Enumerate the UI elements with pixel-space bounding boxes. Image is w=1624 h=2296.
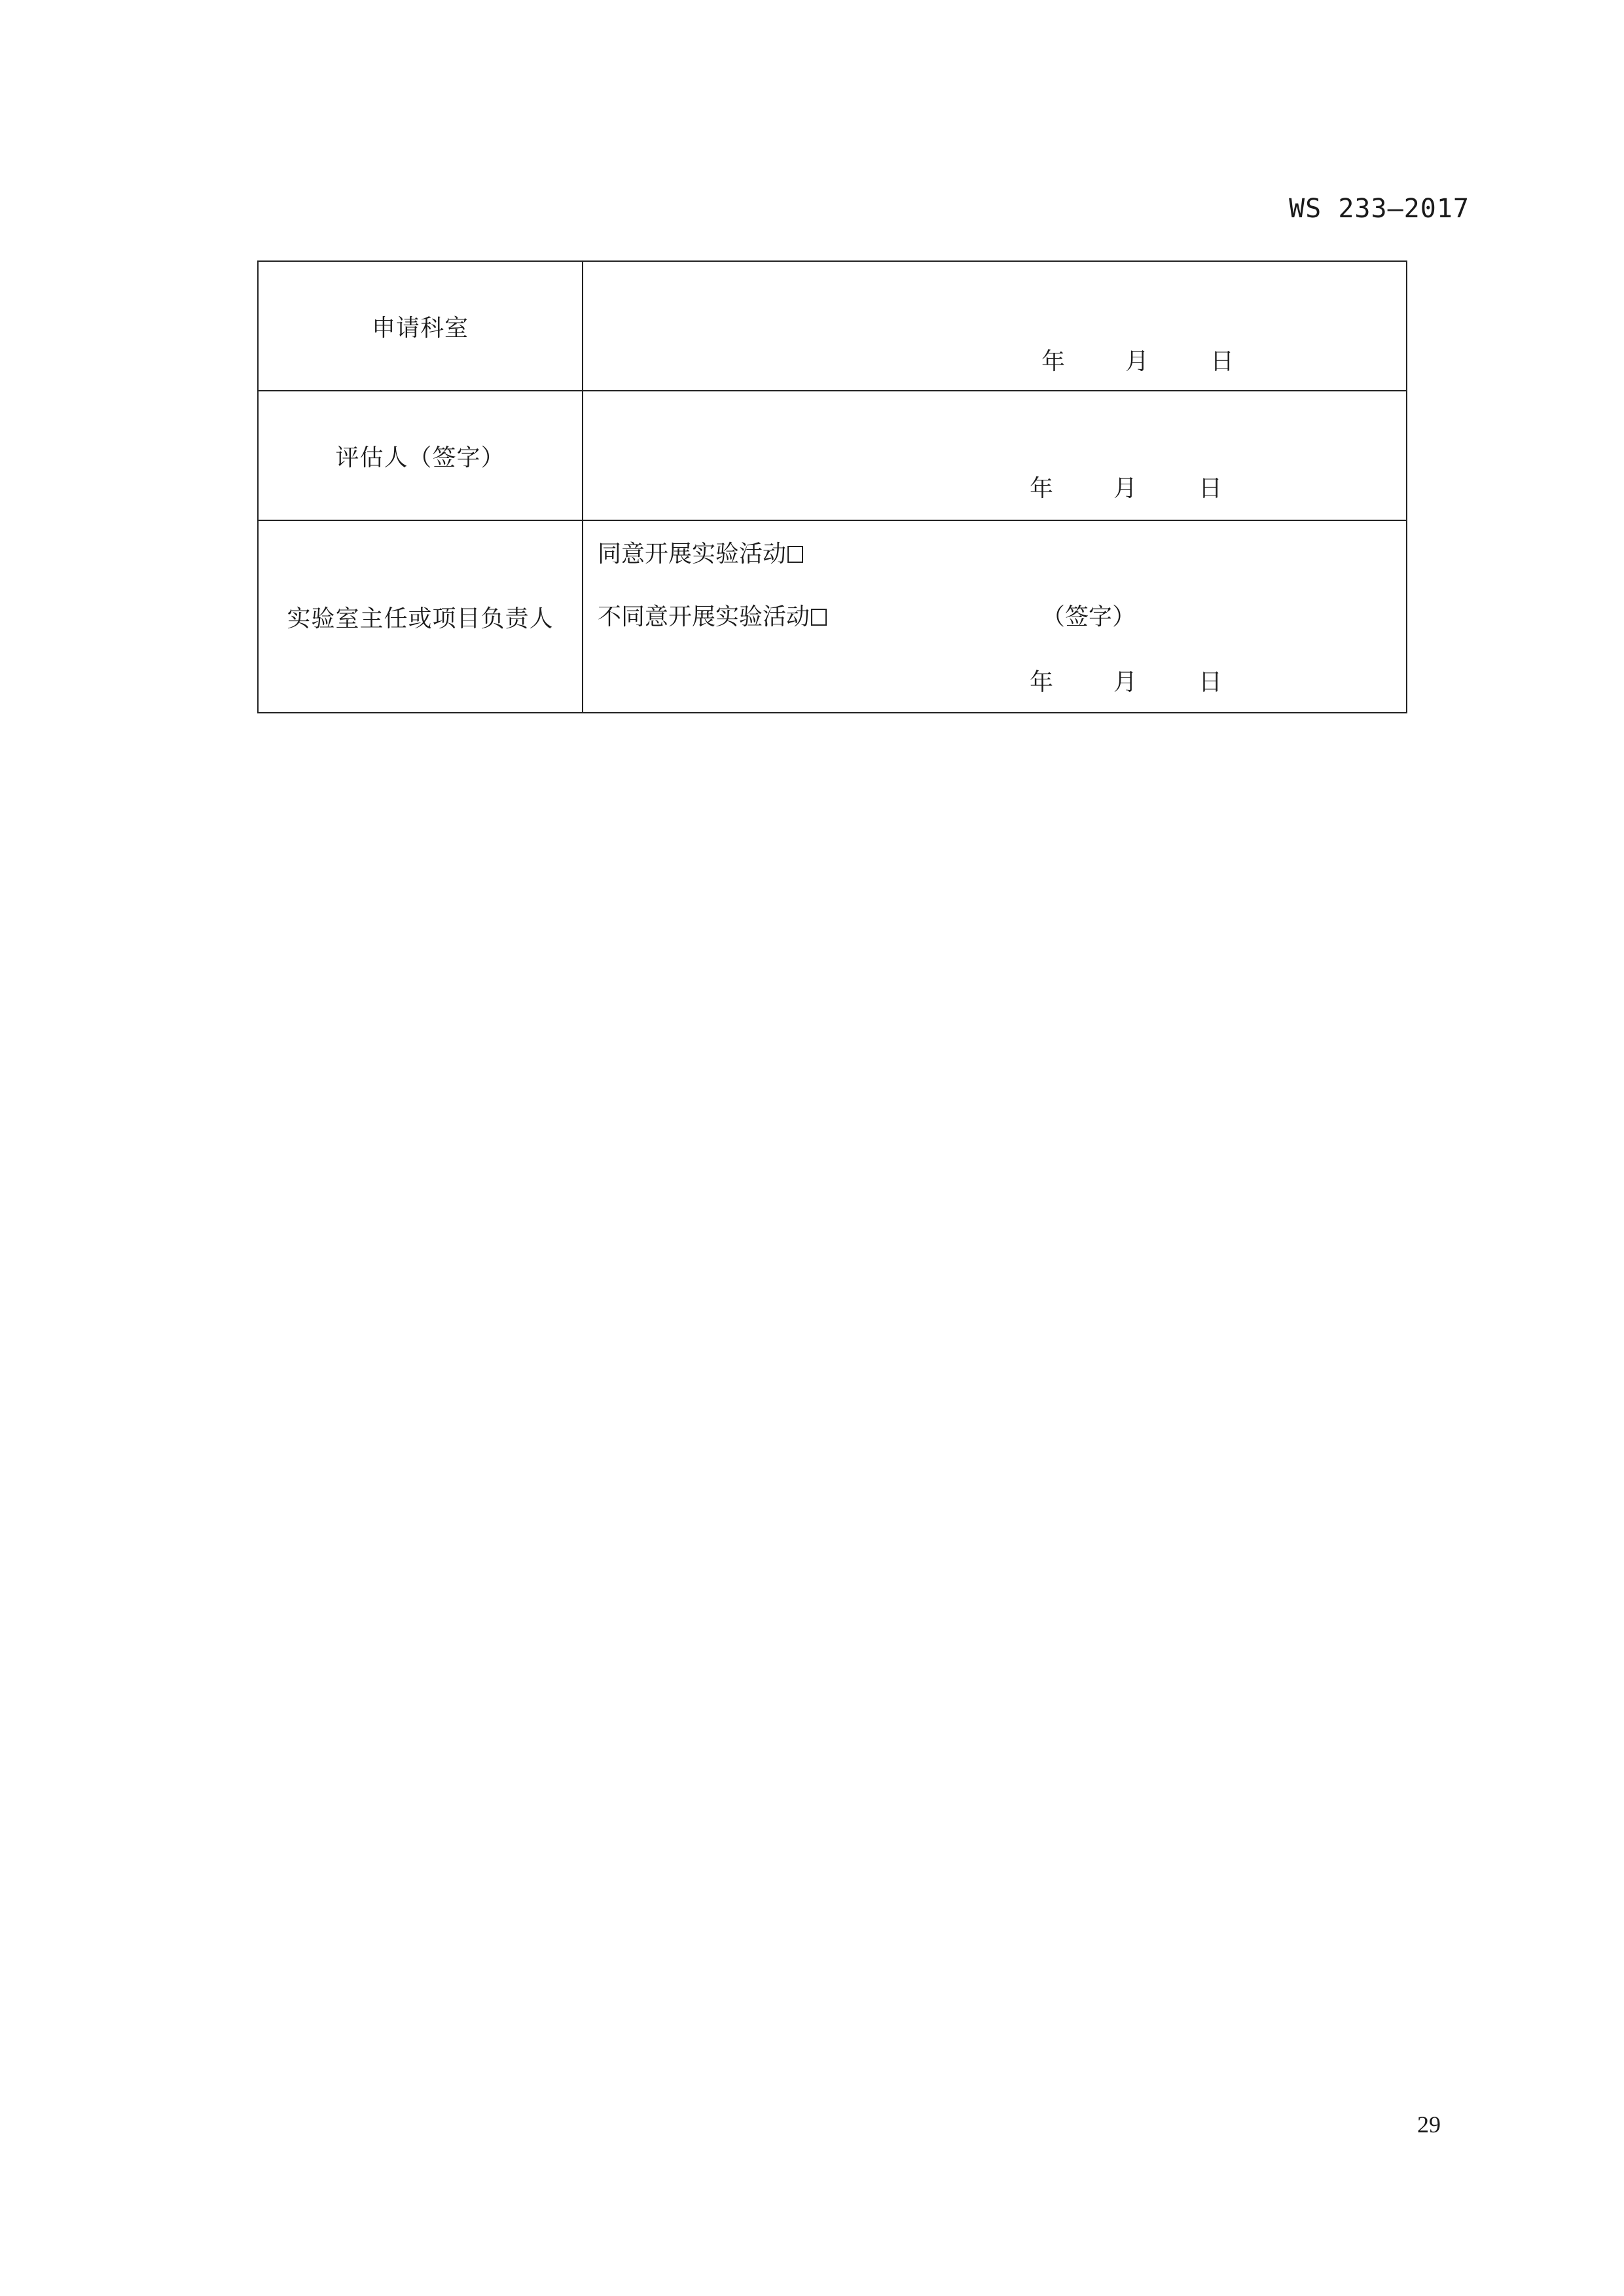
date-year-label: 年 [1030, 475, 1054, 502]
signature-field[interactable] [583, 391, 1407, 520]
date-day-label: 日 [1199, 475, 1223, 502]
approval-field [583, 520, 1407, 713]
row-label: 申请科室 [258, 261, 583, 391]
disagree-option[interactable] [598, 598, 827, 632]
signature-note: （签字） [1041, 603, 1136, 630]
date-month-label: 月 [1113, 475, 1138, 502]
date-year-label: 年 [1041, 348, 1066, 375]
date-day-label: 日 [1199, 669, 1223, 696]
form-row-applicant-dept [258, 261, 1407, 391]
signature-field[interactable] [583, 261, 1407, 391]
date-month-label: 月 [1113, 669, 1138, 696]
approval-form-table [257, 260, 1407, 713]
date-day-label: 日 [1210, 348, 1235, 375]
standard-code: WS 233—2017 [1289, 194, 1470, 224]
row-label: 评估人（签字） [258, 391, 583, 520]
disagree-option-label: 不同意开展实验活动 [598, 603, 810, 630]
form-row-lab-director [258, 520, 1407, 713]
agree-option-label: 同意开展实验活动 [598, 541, 787, 567]
form-row-assessor [258, 391, 1407, 520]
page-number: 29 [1417, 2111, 1441, 2138]
agree-option[interactable] [598, 535, 803, 569]
disagree-checkbox[interactable] [811, 609, 827, 626]
date-month-label: 月 [1125, 348, 1149, 375]
row-label: 实验室主任或项目负责人 [258, 520, 583, 713]
agree-checkbox[interactable] [787, 546, 803, 563]
date-year-label: 年 [1030, 669, 1054, 696]
